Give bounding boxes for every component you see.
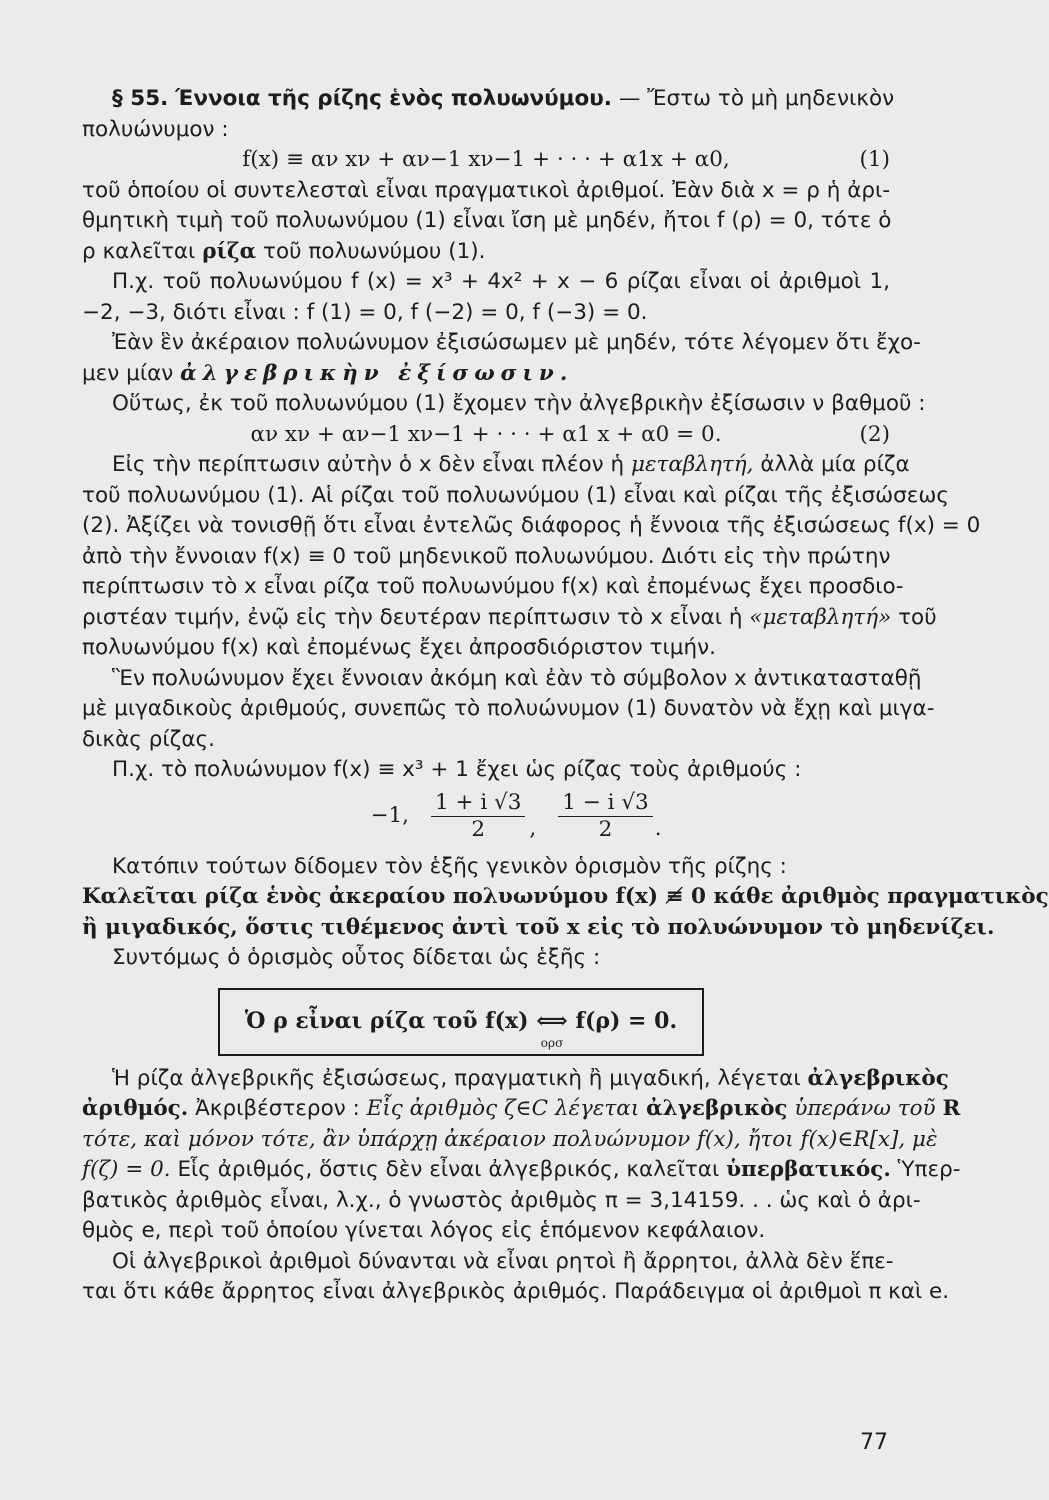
text-line: Ἓν πολυώνυμον ἔχει ἔννοιαν ἀκόμη καὶ ἐὰν τὸ σύμβολον x ἀντικατασταθῇ bbox=[112, 665, 922, 691]
term-transcendental: ὑπερβατικός. bbox=[726, 1157, 891, 1182]
text-line: θμητικὴ τιμὴ τοῦ πολυωνύμου (1) εἶναι ἴση μὲ μηδέν, ἤτοι f (ρ) = 0, τότε ὁ bbox=[82, 208, 892, 233]
text-span: Εἰς τὴν περίπτωσιν αὐτὴν ὁ x δὲν εἶναι πλέον ἡ bbox=[112, 452, 625, 477]
definition-right: f(ρ) = 0. bbox=[575, 1008, 678, 1035]
text-line: θμὸς e, περὶ τοῦ ὁποίου γίνεται λόγος εἰς ἑπόμενον κεφάλαιον. bbox=[82, 1218, 766, 1243]
text-span: μεν μίαν bbox=[82, 360, 174, 386]
text-line: τότε, καὶ μόνον τότε, ἂν ὑπάρχῃ ἀκέραιον πολυώνυμον f(x), ἤτοι f(x)∈R[x], μὲ bbox=[82, 1126, 938, 1152]
definition-left: Ὁ ρ εἶναι ρίζα τοῦ f(x) bbox=[244, 1008, 529, 1035]
text-line: πολυώνυμον : bbox=[82, 116, 229, 142]
text-line: ται ὅτι κάθε ἄρρητος εἶναι ἀλγεβρικὸς ἀριθμός. Παράδειγμα οἱ ἀριθμοὶ π καὶ e. bbox=[82, 1279, 950, 1304]
text-span: Ἡ ρίζα ἀλγεβρικῆς ἐξισώσεως, πραγματικὴ ἢ μιγαδική, λέγεται bbox=[112, 1065, 801, 1091]
page-number: 77 bbox=[860, 1430, 888, 1455]
equation-number: (2) bbox=[859, 421, 890, 447]
root-minus-one: −1, bbox=[370, 803, 409, 829]
equation-text: αν xν + αν−1 xν−1 + · · · + α1 x + α0 = 0. bbox=[250, 421, 722, 447]
section-heading bbox=[82, 84, 895, 115]
example-line: Π.χ. τὸ πολυώνυμον f(x) ≡ x³ + 1 ἔχει ὡς ρίζας τοὺς ἀριθμούς : bbox=[112, 757, 802, 782]
text-line: Ἐὰν ἓν ἀκέραιον πολυώνυμον ἐξισώσωμεν μὲ μηδέν, τότε λέγομεν ὅτι ἔχο- bbox=[112, 330, 921, 355]
definition-line: ἢ μιγαδικός, ὅστις τιθέμενος ἀντὶ τοῦ x εἰς τὸ πολυώνυμον τὸ μηδενίζει. bbox=[82, 914, 995, 940]
text-line bbox=[82, 603, 937, 634]
text-span: τοῦ πολυωνύμου (1). bbox=[263, 238, 486, 264]
text-line: πολυωνύμου f(x) καὶ ἐπομένως ἔχει ἀπροσδιόριστον τιμήν. bbox=[82, 635, 716, 660]
fraction-denominator: 2 bbox=[471, 817, 486, 842]
text-span: τοῦ bbox=[898, 604, 937, 630]
equation-text: f(x) ≡ αν xν + αν−1 xν−1 + · · · + α1x + α0, bbox=[242, 147, 730, 172]
text-line: περίπτωσιν τὸ x εἶναι ρίζα τοῦ πολυωνύμου f(x) καὶ ἐπομένως ἔχει προσδιο- bbox=[82, 574, 904, 599]
text-line: Κατόπιν τούτων δίδομεν τὸν ἑξῆς γενικὸν ὁρισμὸν τῆς ρίζης : bbox=[112, 853, 787, 879]
text-span: Εἷς ἀριθμός, ὅστις δὲν εἶναι ἀλγεβρικός, καλεῖται bbox=[177, 1157, 720, 1182]
text-line: Συντόμως ὁ ὁρισμὸς οὗτος δίδεται ὡς ἑξῆς : bbox=[112, 945, 601, 970]
text-line: Οὕτως, ἐκ τοῦ πολυωνύμου (1) ἔχομεν τὴν ἀλγεβρικὴν ἐξίσωσιν ν βαθμοῦ : bbox=[112, 391, 926, 416]
text-line: ἀπὸ τὴν ἔννοιαν f(x) ≡ 0 τοῦ μηδενικοῦ πολυωνύμου. Διότι εἰς τὴν πρώτην bbox=[82, 543, 891, 569]
text-span: ὑπεράνω τοῦ bbox=[794, 1096, 936, 1121]
fraction-numerator: 1 + i √3 bbox=[431, 790, 525, 817]
definition-line: Καλεῖται ρίζα ἑνὸς ἀκεραίου πολυωνύμου f(x) ≢ 0 κάθε ἀριθμὸς πραγματικὸς bbox=[82, 884, 1049, 909]
text-line bbox=[82, 1155, 961, 1186]
text-line bbox=[82, 450, 910, 481]
text-line: τοῦ πολυωνύμου (1). Αἱ ρίζαι τοῦ πολυωνύμου (1) εἶναι καὶ ρίζαι τῆς ἐξισώσεως bbox=[82, 482, 949, 508]
text-span: f(ζ) = 0. bbox=[82, 1157, 171, 1182]
fraction-denominator: 2 bbox=[598, 817, 613, 842]
roots-expression bbox=[82, 786, 890, 848]
equation-1 bbox=[82, 145, 890, 176]
text-line: (2). Ἀξίζει νὰ τονισθῇ ὅτι εἶναι ἐντελῶς διάφορος ἡ ἔννοια τῆς ἐξισώσεως f(x) = 0 bbox=[82, 513, 981, 538]
section-intro: — Ἔστω τὸ μὴ μηδενικὸν bbox=[618, 86, 895, 111]
text-span: Εἷς ἀριθμὸς ζ∈C λέγεται bbox=[366, 1096, 640, 1121]
root-fraction-minus bbox=[558, 790, 652, 843]
text-line: Οἱ ἀλγεβρικοὶ ἀριθμοὶ δύνανται νὰ εἶναι ρητοὶ ἢ ἄρρητοι, ἀλλὰ δὲν ἕπε- bbox=[112, 1248, 894, 1274]
text-span: ἀλλὰ μία ρίζα bbox=[760, 452, 910, 477]
text-line bbox=[82, 237, 890, 268]
example-line: Π.χ. τοῦ πολυωνύμου f (x) = x³ + 4x² + x − 6 ρίζαι εἶναι οἱ ἀριθμοὶ 1, bbox=[112, 269, 890, 294]
term-number: ἀριθμός. bbox=[82, 1096, 189, 1121]
section-number: § 55. bbox=[112, 86, 169, 111]
roots-end: . bbox=[654, 816, 662, 842]
text-span: ρ καλεῖται bbox=[82, 238, 196, 264]
term-variable-quoted: «μεταβλητή» bbox=[749, 604, 892, 630]
root-fraction-plus bbox=[431, 790, 525, 843]
text-line bbox=[82, 359, 890, 390]
term-root: ρίζα bbox=[202, 238, 257, 264]
set-reals: R bbox=[942, 1096, 961, 1121]
text-span: Ὑπερ- bbox=[897, 1157, 961, 1182]
fraction-numerator: 1 − i √3 bbox=[558, 790, 652, 817]
definition-box bbox=[218, 988, 704, 1056]
text-line bbox=[82, 1064, 949, 1095]
equation-2 bbox=[82, 420, 890, 451]
text-line: μὲ μιγαδικοὺς ἀριθμούς, συνεπῶς τὸ πολυώνυμον (1) δυνατὸν νὰ ἔχῃ καὶ μιγα- bbox=[82, 696, 935, 721]
section-title: Έννοια τῆς ρίζης ἑνὸς πολυωνύμου. bbox=[175, 86, 612, 111]
definition-abbrev: ορσ bbox=[540, 1036, 564, 1051]
text-span: Ἀκριβέστερον : bbox=[195, 1096, 360, 1121]
text-line: δικὰς ρίζας. bbox=[82, 726, 215, 752]
equivalence-arrow bbox=[536, 1006, 568, 1051]
term-algebraic: ἀλγεβρικὸς bbox=[646, 1096, 788, 1121]
definition-box-wrapper bbox=[82, 974, 890, 1064]
term-algebraic: ἀλγεβρικὸς bbox=[807, 1065, 949, 1091]
text-span: ριστέαν τιμήν, ἐνῷ εἰς τὴν δευτέραν περίπτωσιν τὸ x εἶναι ἡ bbox=[82, 604, 743, 630]
example-line: −2, −3, διότι εἶναι : f (1) = 0, f (−2) = 0, f (−3) = 0. bbox=[82, 299, 648, 325]
equation-number: (1) bbox=[859, 147, 890, 172]
text-line: τοῦ ὁποίου οἱ συντελεσταὶ εἶναι πραγματικοὶ ἀριθμοί. Ἐὰν διὰ x = ρ ἡ ἀρι- bbox=[82, 177, 891, 203]
term-algebraic-equation: ἀλγεβρικὴν ἐξίσωσιν. bbox=[180, 360, 574, 386]
arrow-icon: ⟺ bbox=[536, 1008, 568, 1035]
term-variable: μεταβλητή, bbox=[631, 452, 754, 477]
root-separator: , bbox=[529, 816, 537, 842]
text-line: βατικὸς ἀριθμὸς εἶναι, λ.χ., ὁ γνωστὸς ἀριθμὸς π = 3,14159. . . ὡς καὶ ὁ ἀρι- bbox=[82, 1187, 921, 1213]
text-line bbox=[82, 1094, 961, 1125]
